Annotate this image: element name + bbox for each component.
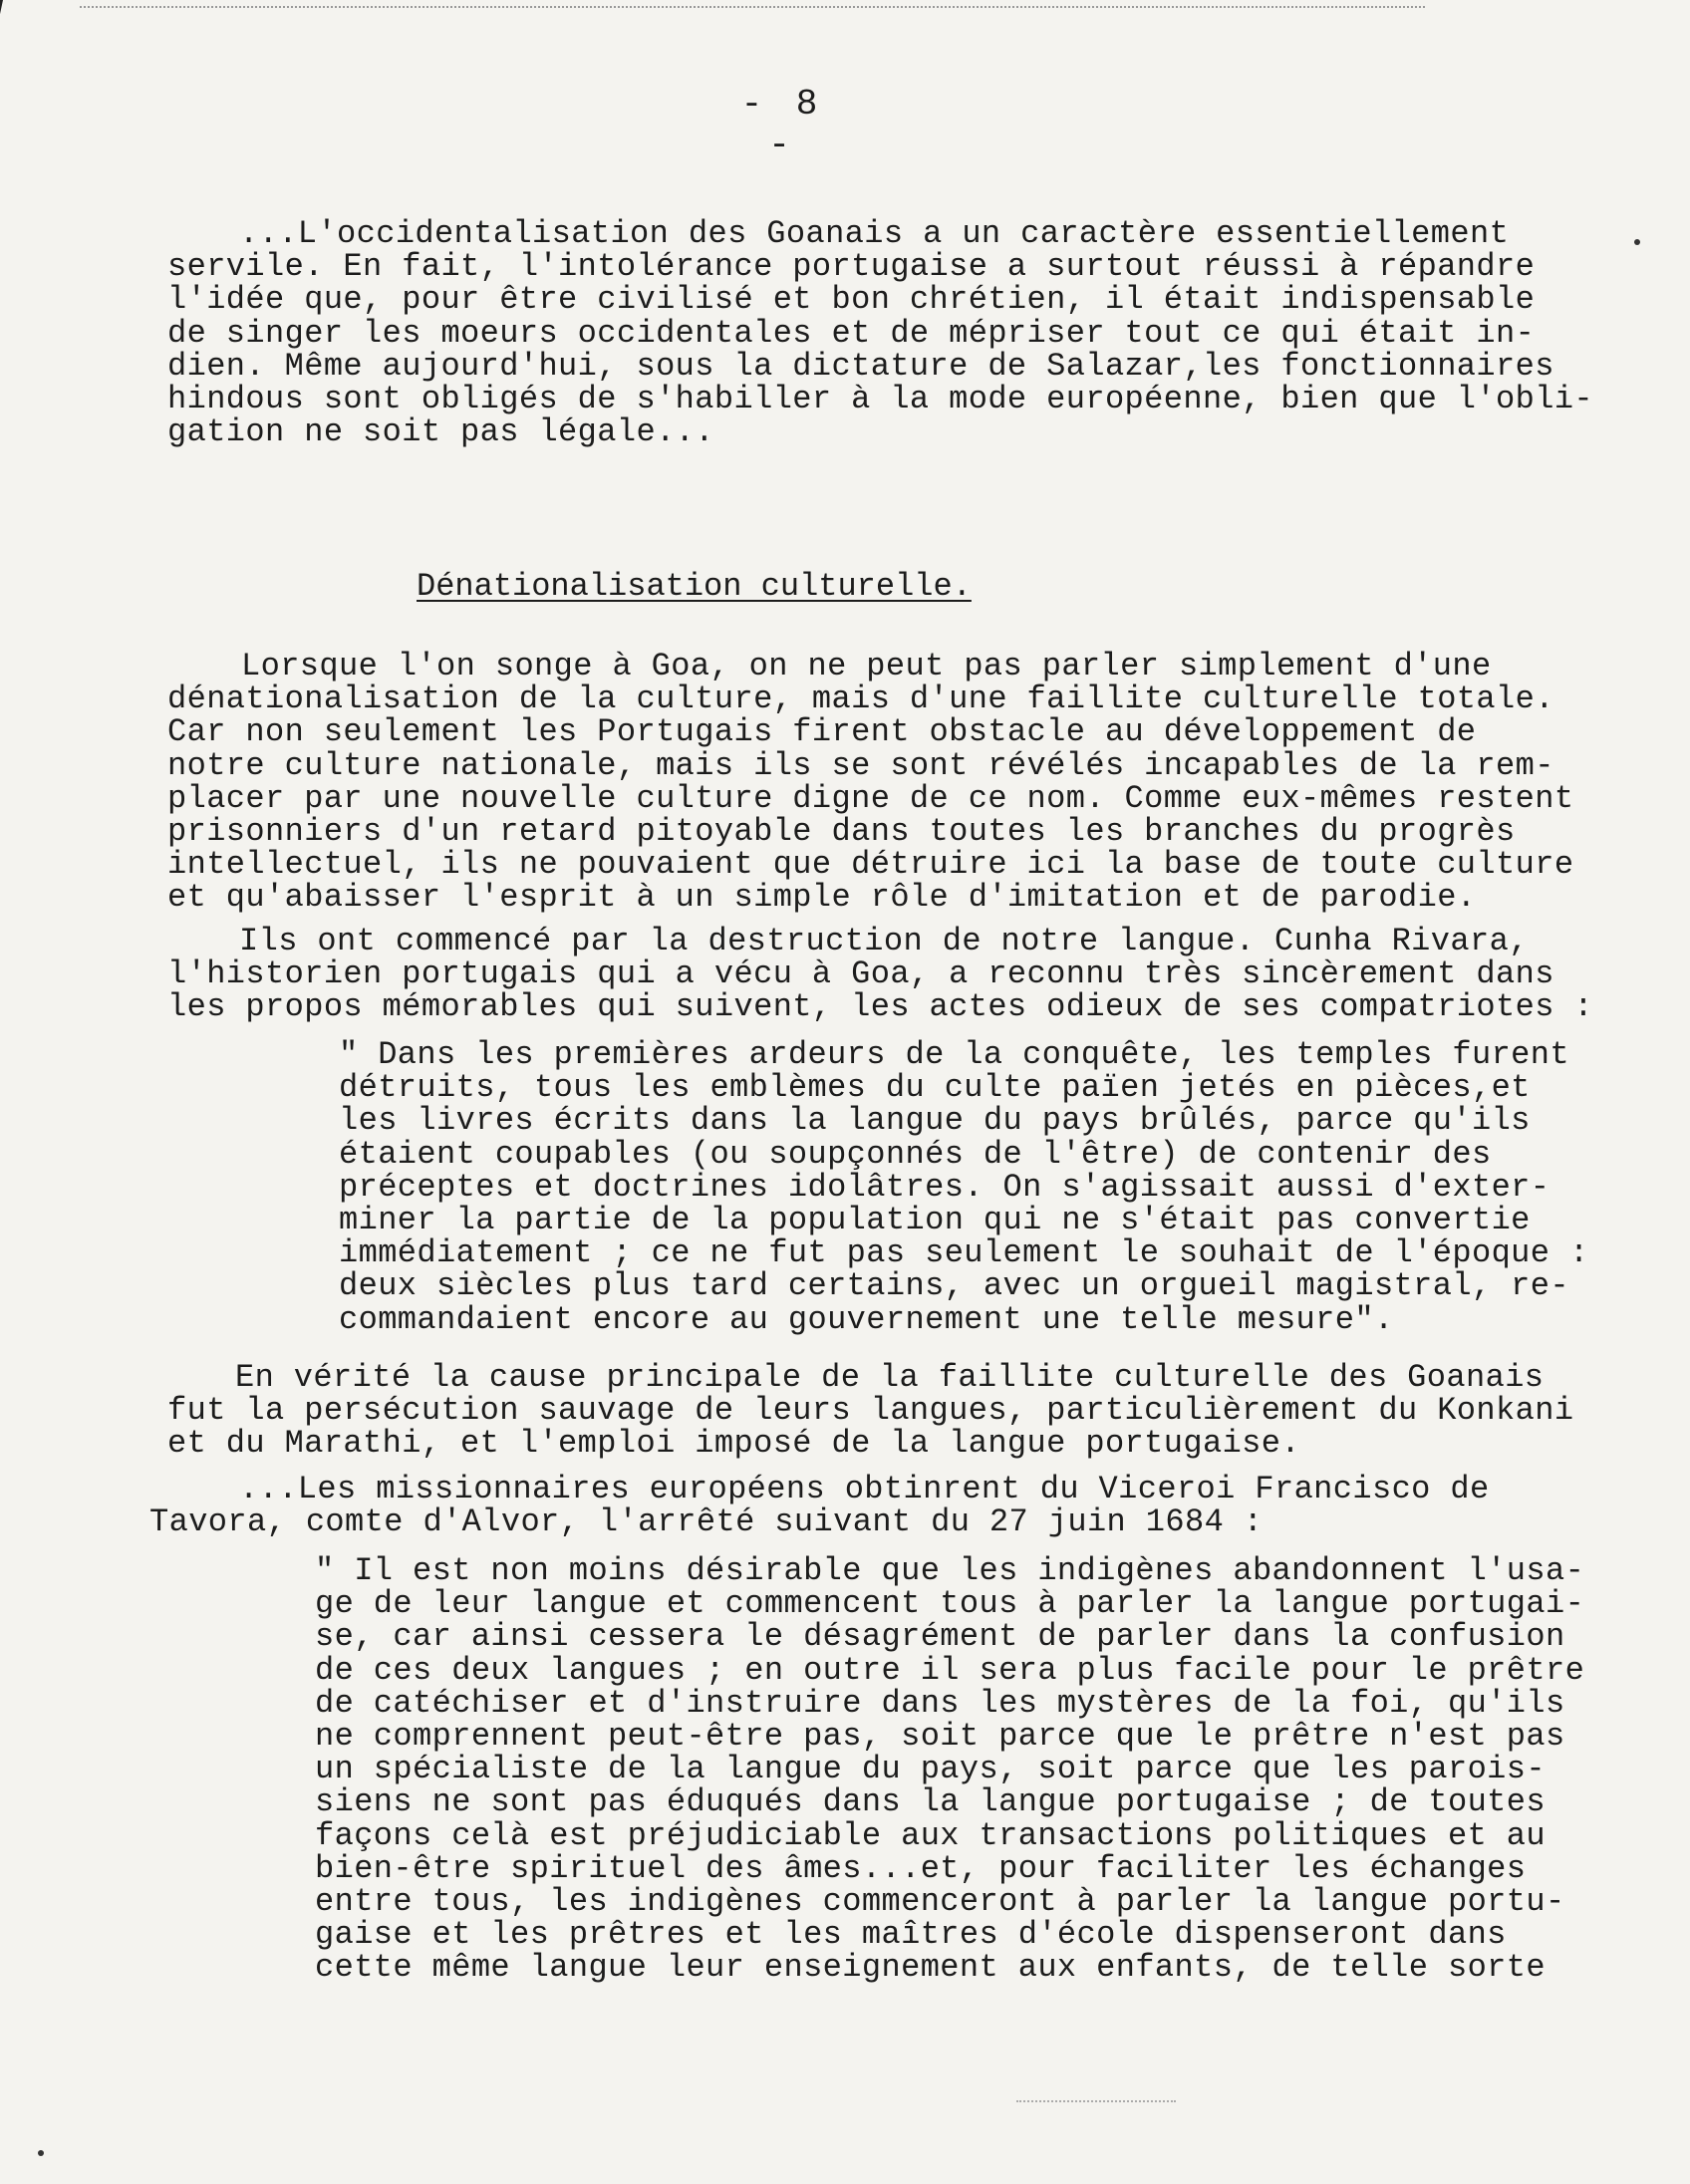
quote1-line: étaient coupables (ou soupçonnés de l'être) de contenir des [339, 1136, 1492, 1173]
p1-line: placer par une nouvelle culture digne de ce nom. Comme eux-mêmes restent [167, 780, 1574, 817]
intro-line: gation ne soit pas légale... [167, 413, 714, 450]
intro-line: hindous sont obligés de s'habiller à la mode européenne, bien que l'obli- [167, 381, 1594, 417]
p4-line: Tavora, comte d'Alvor, l'arrêté suivant du 27 juin 1684 : [149, 1503, 1264, 1540]
quote2-line: ge de leur langue et commencent tous à parler la langue portugai- [315, 1585, 1585, 1622]
intro-line: servile. En fait, l'intolérance portugaise a surtout réussi à répandre [167, 248, 1536, 285]
p1-line: intellectuel, ils ne pouvaient que détruire ici la base de toute culture [167, 846, 1574, 883]
quote2-line: entre tous, les indigènes commenceront à parler la langue portu- [315, 1883, 1565, 1920]
intro-line: ...L'occidentalisation des Goanais a un caractère essentiellement [239, 215, 1510, 252]
quote2-line: se, car ainsi cessera le désagrément de parler dans la confusion [315, 1618, 1565, 1655]
quote2-line: de ces deux langues ; en outre il sera plus facile pour le prêtre [315, 1652, 1585, 1689]
stray-mark [38, 2150, 44, 2156]
p1-line: et qu'abaisser l'esprit à un simple rôle d'imitation et de parodie. [167, 879, 1477, 916]
intro-line: de singer les moeurs occidentales et de mépriser tout ce qui était in- [167, 315, 1536, 352]
intro-line: dien. Même aujourd'hui, sous la dictature de Salazar,les fonctionnaires [167, 348, 1554, 385]
p2-line: Ils ont commencé par la destruction de notre langue. Cunha Rivara, [239, 923, 1529, 959]
top-edge-rule [80, 6, 1425, 8]
quote2-line: ne comprennent peut-être pas, soit parce que le prêtre n'est pas [315, 1718, 1565, 1755]
quote1-line: préceptes et doctrines idolâtres. On s'agissait aussi d'exter- [339, 1169, 1550, 1206]
stray-mark [1634, 239, 1640, 245]
quote2-line: un spécialiste de la langue du pays, soit parce que les parois- [315, 1751, 1546, 1787]
p4-line: ...Les missionnaires européens obtinrent du Viceroi Francisco de [239, 1471, 1490, 1507]
p1-line: Lorsque l'on songe à Goa, on ne peut pas parler simplement d'une [241, 648, 1492, 684]
page-edge-mark [0, 0, 33, 90]
quote2-line: façons celà est préjudiciable aux transactions politiques et au [315, 1817, 1546, 1854]
p1-line: Car non seulement les Portugais firent obstacle au développement de [167, 713, 1477, 750]
p2-line: l'historien portugais qui a vécu à Goa, a reconnu très sincèrement dans [167, 956, 1554, 992]
quote2-line: gaise et les prêtres et les maîtres d'école dispenseront dans [315, 1916, 1507, 1953]
quote2-line: de catéchiser et d'instruire dans les mystères de la foi, qu'ils [315, 1685, 1565, 1722]
quote2-line: siens ne sont pas éduqués dans la langue portugaise ; de toutes [315, 1783, 1546, 1820]
quote1-line: les livres écrits dans la langue du pays brûlés, parce qu'ils [339, 1102, 1531, 1139]
p3-line: et du Marathi, et l'emploi imposé de la langue portugaise. [167, 1425, 1300, 1462]
quote1-line: deux siècles plus tard certains, avec un orgueil magistral, re- [339, 1267, 1569, 1304]
p1-line: notre culture nationale, mais ils se sont révélés incapables de la rem- [167, 747, 1554, 784]
p1-line: dénationalisation de la culture, mais d'une faillite culturelle totale. [167, 681, 1554, 717]
bottom-smudge [1016, 2100, 1176, 2102]
intro-line: l'idée que, pour être civilisé et bon chrétien, il était indispensable [167, 281, 1536, 318]
quote1-line: miner la partie de la population qui ne s'était pas convertie [339, 1202, 1531, 1238]
quote2-line: bien-être spirituel des âmes...et, pour faciliter les échanges [315, 1850, 1527, 1887]
section-heading: Dénationalisation culturelle. [417, 568, 972, 605]
p2-line: les propos mémorables qui suivent, les actes odieux de ses compatriotes : [167, 988, 1594, 1025]
quote2-line: cette même langue leur enseignement aux enfants, de telle sorte [315, 1949, 1546, 1986]
p3-line: En vérité la cause principale de la faillite culturelle des Goanais [235, 1359, 1545, 1396]
quote1-line: détruits, tous les emblèmes du culte païen jetés en pièces,et [339, 1069, 1531, 1106]
quote1-line: " Dans les premières ardeurs de la conquête, les temples furent [339, 1036, 1569, 1073]
p3-line: fut la persécution sauvage de leurs langues, particulièrement du Konkani [167, 1392, 1574, 1429]
quote1-line: immédiatement ; ce ne fut pas seulement le souhait de l'époque : [339, 1234, 1589, 1271]
quote1-line: commandaient encore au gouvernement une telle mesure". [339, 1301, 1394, 1338]
p1-line: prisonniers d'un retard pitoyable dans toutes les branches du progrès [167, 813, 1516, 850]
page-number: - 8 - [740, 84, 824, 165]
quote2-line: " Il est non moins désirable que les indigènes abandonnent l'usa- [315, 1552, 1585, 1589]
